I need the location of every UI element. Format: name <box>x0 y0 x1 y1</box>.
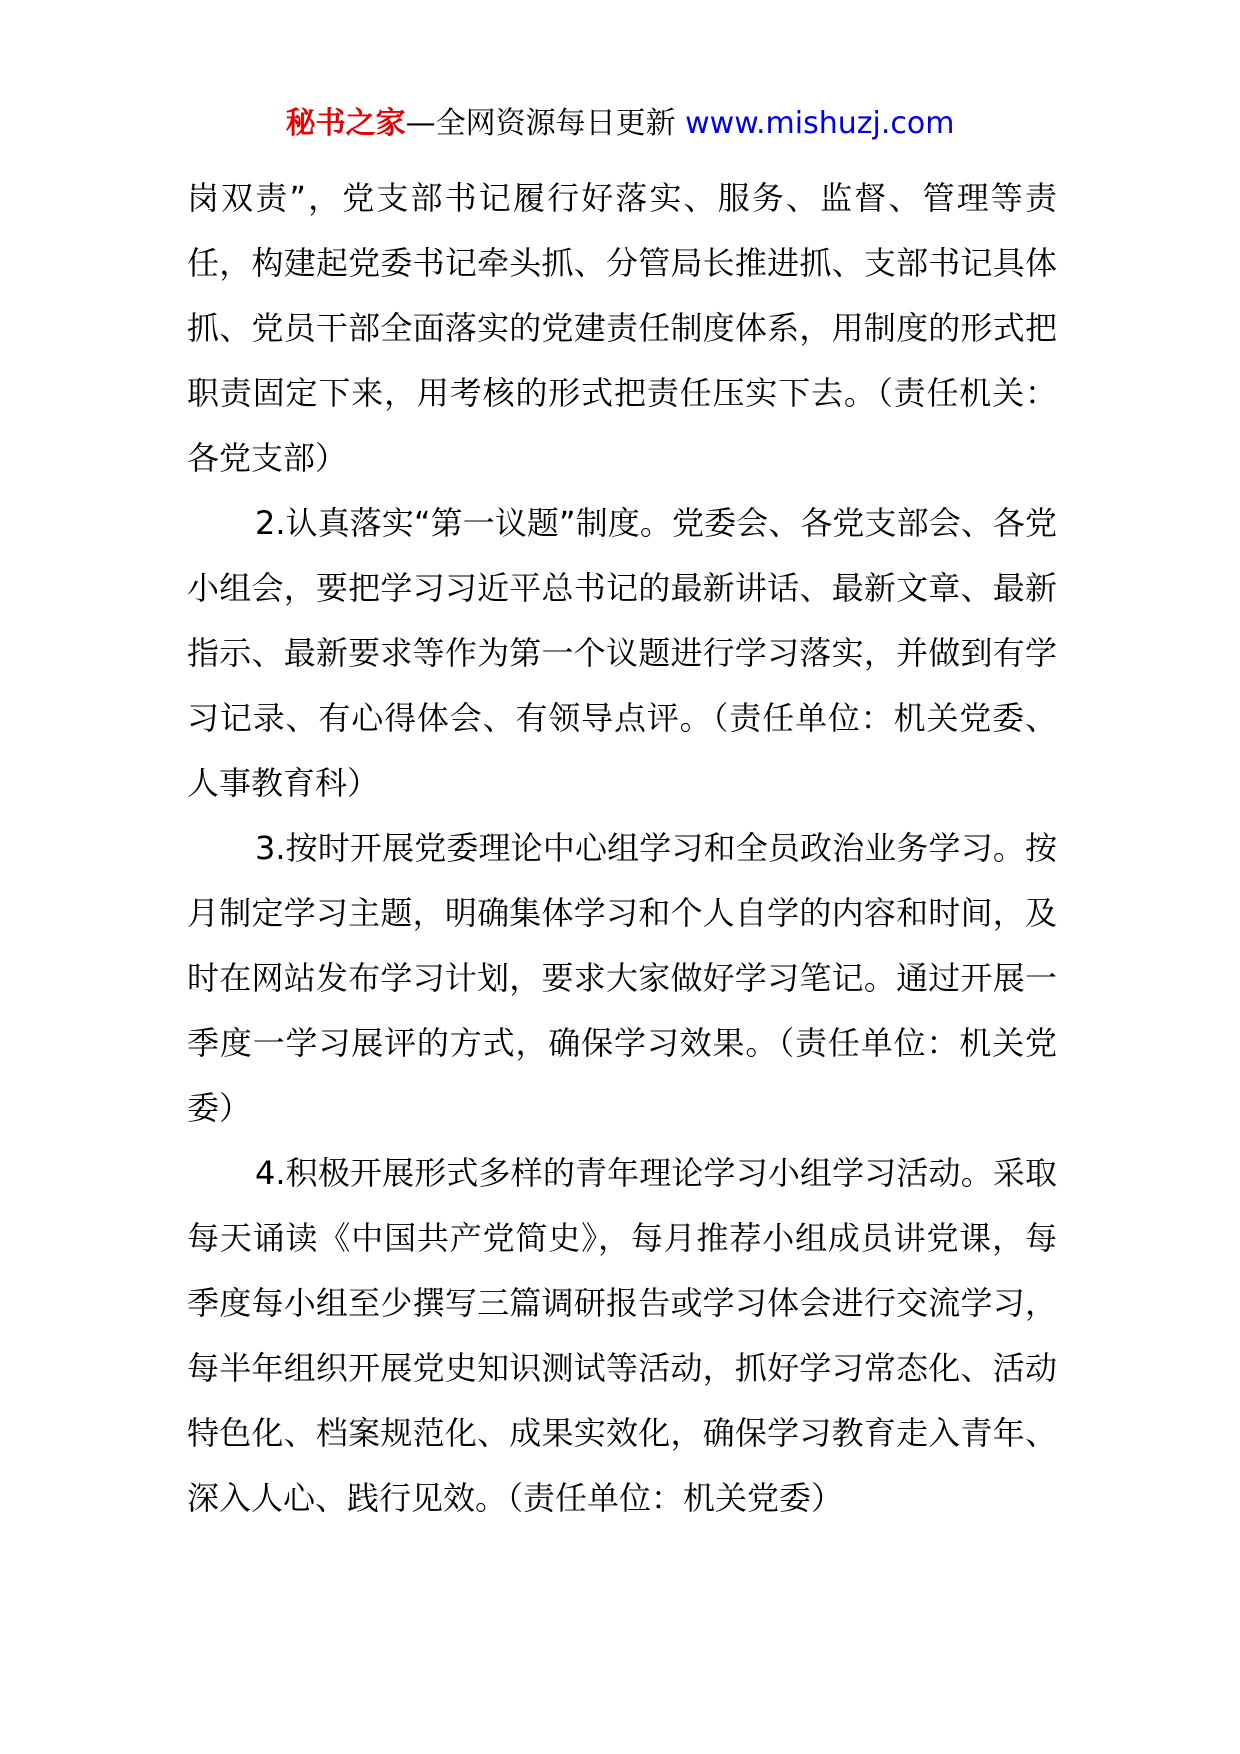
site-url[interactable]: www.mishuzj.com <box>685 106 955 141</box>
paragraph-item-3: 3.按时开展党委理论中心组学习和全员政治业务学习。按月制定学习主题，明确集体学习和个人自学的内容和时间，及时在网站发布学习计划，要求大家做好学习笔记。通过开展一季度一学习展评的方式，确保学习效果。（责任单位：机关党委） <box>187 829 1057 1127</box>
page-header <box>0 104 1240 144</box>
paragraph-continued: 岗双责”，党支部书记履行好落实、服务、监督、管理等责任，构建起党委书记牵头抓、分管局长推进抓、支部书记具体抓、党员干部全面落实的党建责任制度体系，用制度的形式把职责固定下来，用考核的形式把责任压实下去。（责任机关：各党支部） <box>187 179 1057 477</box>
site-brand: 秘书之家 <box>285 106 406 141</box>
document-body <box>187 166 1057 1531</box>
site-tagline: —全网资源每日更新 <box>405 106 686 141</box>
paragraph-item-2: 2.认真落实“第一议题”制度。党委会、各党支部会、各党小组会，要把学习习近平总书记的最新讲话、最新文章、最新指示、最新要求等作为第一个议题进行学习落实，并做到有学习记录、有心得体会、有领导点评。（责任单位：机关党委、人事教育科） <box>187 504 1057 802</box>
paragraph-item-4: 4.积极开展形式多样的青年理论学习小组学习活动。采取每天诵读《中国共产党简史》，每月推荐小组成员讲党课，每季度每小组至少撰写三篇调研报告或学习体会进行交流学习，每半年组织开展党史知识测试等活动，抓好学习常态化、活动特色化、档案规范化、成果实效化，确保学习教育走入青年、深入人心、践行见效。（责任单位：机关党委） <box>187 1154 1057 1517</box>
